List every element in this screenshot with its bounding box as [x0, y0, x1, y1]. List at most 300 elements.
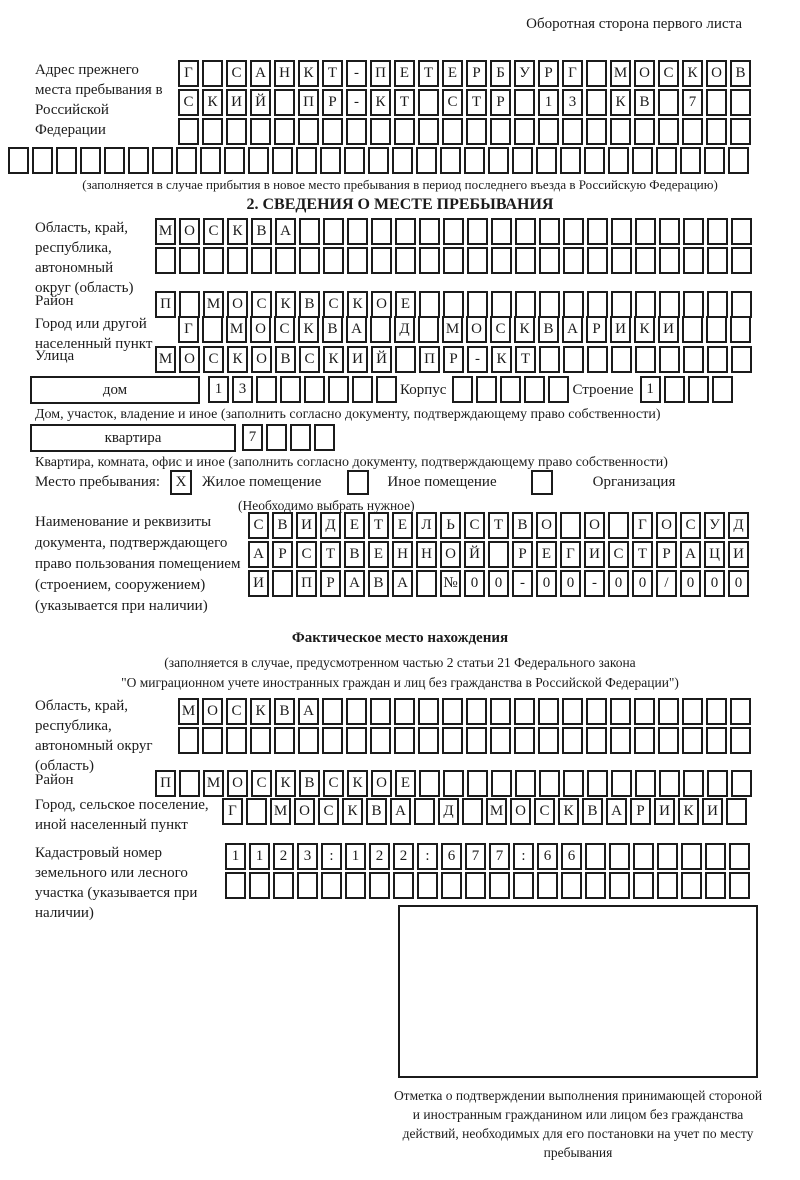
char-box — [304, 376, 325, 403]
char-box — [514, 727, 535, 754]
char-box: С — [464, 512, 485, 539]
char-box — [659, 770, 680, 797]
char-box: К — [610, 89, 631, 116]
char-box: В — [582, 798, 603, 825]
option-other-premises-label: Иное помещение — [387, 474, 497, 490]
char-box — [731, 346, 752, 373]
char-box: Е — [392, 512, 413, 539]
char-box: - — [346, 89, 367, 116]
char-box — [465, 872, 486, 899]
char-box: М — [442, 316, 463, 343]
char-box: С — [203, 346, 224, 373]
char-box — [705, 843, 726, 870]
char-box — [609, 872, 630, 899]
char-box: Ь — [440, 512, 461, 539]
char-box — [466, 727, 487, 754]
char-box: Р — [512, 541, 533, 568]
district-label: Район — [35, 293, 74, 309]
char-box: С — [251, 770, 272, 797]
char-row — [178, 89, 800, 116]
char-box — [418, 118, 439, 145]
region-label: Область, край, республика, автономный округ (область) — [35, 220, 134, 296]
char-box — [272, 570, 293, 597]
char-row — [155, 346, 800, 373]
char-box: / — [656, 570, 677, 597]
char-box: - — [467, 346, 488, 373]
char-box: Г — [562, 60, 583, 87]
char-box — [250, 118, 271, 145]
char-box: П — [296, 570, 317, 597]
char-box: К — [275, 291, 296, 318]
char-box: Е — [344, 512, 365, 539]
stamp-caption: Отметка о подтверждении выполнения принимающей стороной и иностранным гражданином или лицом без гражданства действий, необходимых для его постановки на учет по месту пребывания — [393, 1088, 763, 1160]
char-box — [706, 89, 727, 116]
char-box — [539, 346, 560, 373]
char-box: 1 — [208, 376, 229, 403]
char-box — [152, 147, 173, 174]
checkbox-other-premises — [347, 470, 369, 495]
char-box — [273, 872, 294, 899]
char-box — [730, 316, 751, 343]
char-box — [368, 147, 389, 174]
char-box: 7 — [465, 843, 486, 870]
char-box: О — [227, 770, 248, 797]
char-box: Д — [394, 316, 415, 343]
korpus-label: Корпус — [400, 382, 447, 398]
char-box — [707, 247, 728, 274]
char-box: Е — [395, 770, 416, 797]
char-box — [707, 346, 728, 373]
char-box — [442, 118, 463, 145]
char-box — [548, 376, 569, 403]
char-box — [632, 147, 653, 174]
char-box — [452, 376, 473, 403]
char-box: - — [584, 570, 605, 597]
char-box: М — [610, 60, 631, 87]
char-box: И — [347, 346, 368, 373]
char-box — [352, 376, 373, 403]
char-box — [251, 247, 272, 274]
char-box: М — [486, 798, 507, 825]
char-box — [266, 424, 287, 451]
char-box — [729, 872, 750, 899]
char-box: С — [178, 89, 199, 116]
char-box: Р — [656, 541, 677, 568]
char-box — [680, 147, 701, 174]
char-box: Н — [392, 541, 413, 568]
char-box: С — [248, 512, 269, 539]
char-box — [563, 247, 584, 274]
char-box — [344, 147, 365, 174]
field-house — [0, 376, 800, 424]
char-box — [176, 147, 197, 174]
char-box: С — [442, 89, 463, 116]
char-box: В — [322, 316, 343, 343]
char-box: О — [250, 316, 271, 343]
char-box: М — [226, 316, 247, 343]
char-box — [681, 872, 702, 899]
char-box: Т — [466, 89, 487, 116]
char-box — [683, 218, 704, 245]
char-box — [730, 89, 751, 116]
char-box: Т — [632, 541, 653, 568]
char-box: С — [251, 291, 272, 318]
char-box — [563, 346, 584, 373]
char-box — [394, 727, 415, 754]
char-box — [707, 218, 728, 245]
char-box — [394, 118, 415, 145]
char-box: Н — [274, 60, 295, 87]
char-row — [208, 376, 400, 404]
char-box — [608, 512, 629, 539]
char-box: Ц — [704, 541, 725, 568]
char-box — [633, 872, 654, 899]
apartment-box-label: квартира — [30, 424, 236, 452]
char-box — [32, 147, 53, 174]
char-box: Р — [538, 60, 559, 87]
char-box — [515, 218, 536, 245]
char-box — [467, 218, 488, 245]
char-box — [322, 727, 343, 754]
char-box — [611, 346, 632, 373]
char-box: Д — [728, 512, 749, 539]
char-box: 6 — [537, 843, 558, 870]
char-box — [560, 512, 581, 539]
char-box: О — [371, 291, 392, 318]
char-box: В — [299, 291, 320, 318]
char-box: 0 — [632, 570, 653, 597]
char-box — [707, 770, 728, 797]
char-box — [488, 147, 509, 174]
char-box — [392, 147, 413, 174]
char-box: А — [344, 570, 365, 597]
actual-region-label: Область, край, республика, автономный округ (область) — [35, 698, 153, 774]
char-box — [683, 770, 704, 797]
char-box — [442, 727, 463, 754]
char-box — [203, 247, 224, 274]
char-box — [585, 843, 606, 870]
char-box — [414, 798, 435, 825]
char-box: Г — [632, 512, 653, 539]
char-box — [227, 247, 248, 274]
char-box: С — [203, 218, 224, 245]
char-box — [658, 118, 679, 145]
char-box: : — [417, 843, 438, 870]
char-box: У — [514, 60, 535, 87]
char-box — [491, 218, 512, 245]
char-box — [730, 698, 751, 725]
char-box — [369, 872, 390, 899]
field-document — [0, 512, 800, 614]
char-row — [248, 541, 800, 568]
char-box — [250, 727, 271, 754]
char-box: О — [634, 60, 655, 87]
char-box — [290, 424, 311, 451]
char-box: М — [270, 798, 291, 825]
char-box — [586, 89, 607, 116]
char-box: Л — [416, 512, 437, 539]
char-box — [443, 247, 464, 274]
char-box: К — [370, 89, 391, 116]
char-box — [418, 698, 439, 725]
street-label: Улица — [35, 348, 75, 364]
char-box — [155, 247, 176, 274]
char-box — [376, 376, 397, 403]
char-box: Г — [178, 60, 199, 87]
char-box: С — [658, 60, 679, 87]
char-box — [346, 698, 367, 725]
char-box: 2 — [273, 843, 294, 870]
char-box — [683, 346, 704, 373]
char-box: Т — [515, 346, 536, 373]
char-box: К — [298, 60, 319, 87]
char-box — [586, 118, 607, 145]
char-box — [657, 843, 678, 870]
prev-address-label: Адрес прежнего места пребывания в Российской Федерации — [35, 62, 163, 138]
char-box: 7 — [242, 424, 263, 451]
house-box-label: дом — [30, 376, 200, 404]
char-box: К — [514, 316, 535, 343]
char-box: О — [440, 541, 461, 568]
char-box: Т — [320, 541, 341, 568]
char-box — [682, 727, 703, 754]
char-box — [178, 727, 199, 754]
char-row — [178, 118, 800, 145]
char-box — [610, 698, 631, 725]
char-box — [418, 727, 439, 754]
char-box — [490, 118, 511, 145]
char-box — [587, 770, 608, 797]
char-box — [256, 376, 277, 403]
char-box: 7 — [682, 89, 703, 116]
char-box: К — [227, 218, 248, 245]
char-box: П — [155, 770, 176, 797]
char-box: М — [155, 218, 176, 245]
char-box: - — [512, 570, 533, 597]
char-box — [323, 218, 344, 245]
char-box — [370, 316, 391, 343]
char-box — [611, 247, 632, 274]
char-box — [128, 147, 149, 174]
char-box — [202, 727, 223, 754]
char-box — [561, 872, 582, 899]
char-box — [634, 698, 655, 725]
char-box — [538, 118, 559, 145]
char-box: Г — [560, 541, 581, 568]
char-box: М — [178, 698, 199, 725]
char-box: 0 — [704, 570, 725, 597]
char-box — [321, 872, 342, 899]
char-box — [587, 247, 608, 274]
char-box — [731, 770, 752, 797]
char-box: Т — [368, 512, 389, 539]
char-box — [323, 247, 344, 274]
char-box — [370, 118, 391, 145]
char-box: 0 — [536, 570, 557, 597]
char-box: И — [610, 316, 631, 343]
char-box: К — [323, 346, 344, 373]
char-box — [275, 247, 296, 274]
char-row — [222, 798, 800, 825]
char-box — [730, 727, 751, 754]
char-box: 3 — [297, 843, 318, 870]
char-box — [491, 770, 512, 797]
field-prev-address — [0, 60, 800, 194]
char-box: О — [466, 316, 487, 343]
field-actual-city — [0, 795, 800, 833]
char-box — [658, 698, 679, 725]
char-box: К — [275, 770, 296, 797]
char-box — [515, 770, 536, 797]
actual-location-caption-2: "О миграционном учете иностранных граждан и лиц без гражданства в Российской Федерации") — [121, 675, 679, 690]
char-row — [178, 60, 800, 87]
char-box — [560, 147, 581, 174]
char-box: С — [323, 770, 344, 797]
char-box — [488, 541, 509, 568]
char-box: П — [298, 89, 319, 116]
char-box: В — [538, 316, 559, 343]
char-box: В — [512, 512, 533, 539]
char-box — [178, 118, 199, 145]
char-box — [490, 698, 511, 725]
char-box: К — [347, 291, 368, 318]
char-box: Й — [250, 89, 271, 116]
char-box — [634, 118, 655, 145]
char-box — [464, 147, 485, 174]
char-box: А — [275, 218, 296, 245]
char-box: 0 — [680, 570, 701, 597]
char-box: Т — [394, 89, 415, 116]
char-box — [467, 247, 488, 274]
char-box: С — [226, 698, 247, 725]
char-box: 1 — [640, 376, 661, 403]
char-row — [178, 698, 800, 725]
char-box: - — [346, 60, 367, 87]
char-box — [395, 247, 416, 274]
char-box: 1 — [225, 843, 246, 870]
char-box — [706, 727, 727, 754]
char-box: 2 — [369, 843, 390, 870]
char-box — [441, 872, 462, 899]
char-box: О — [227, 291, 248, 318]
char-box — [202, 118, 223, 145]
char-box: А — [250, 60, 271, 87]
char-box — [416, 147, 437, 174]
char-box — [56, 147, 77, 174]
char-box — [489, 872, 510, 899]
char-box: Е — [536, 541, 557, 568]
char-box — [466, 698, 487, 725]
char-box — [299, 247, 320, 274]
char-row — [248, 570, 800, 597]
char-box — [538, 727, 559, 754]
char-box — [443, 770, 464, 797]
char-box — [248, 147, 269, 174]
char-box: Б — [490, 60, 511, 87]
char-box: В — [275, 346, 296, 373]
char-box — [226, 118, 247, 145]
char-box — [225, 872, 246, 899]
char-box: А — [680, 541, 701, 568]
char-row — [155, 218, 800, 245]
char-box — [706, 118, 727, 145]
char-box — [664, 376, 685, 403]
char-box — [297, 872, 318, 899]
char-box — [524, 376, 545, 403]
char-box — [347, 247, 368, 274]
option-organization-label: Организация — [592, 474, 676, 490]
char-row — [248, 512, 800, 539]
char-box — [418, 89, 439, 116]
stay-type-label: Место пребывания: — [35, 474, 160, 490]
char-box — [393, 872, 414, 899]
char-box: И — [584, 541, 605, 568]
char-box: П — [370, 60, 391, 87]
char-box: Т — [322, 60, 343, 87]
char-box — [179, 770, 200, 797]
confirmation-stamp-box — [398, 905, 758, 1078]
char-box: В — [344, 541, 365, 568]
char-box: Р — [466, 60, 487, 87]
char-row — [452, 376, 572, 404]
char-box: 0 — [728, 570, 749, 597]
char-box — [635, 346, 656, 373]
char-box — [371, 247, 392, 274]
char-box: К — [202, 89, 223, 116]
stay-type-note: (Необходимо выбрать нужное) — [238, 498, 415, 513]
char-box — [328, 376, 349, 403]
apartment-caption: Квартира, комната, офис и иное (заполнить согласно документу, подтверждающему право собственности) — [35, 455, 668, 470]
char-box — [682, 118, 703, 145]
char-box — [705, 872, 726, 899]
section2-title: 2. СВЕДЕНИЯ О МЕСТЕ ПРЕБЫВАНИЯ — [246, 196, 554, 213]
char-box: Р — [490, 89, 511, 116]
char-box — [476, 376, 497, 403]
char-box: С — [274, 316, 295, 343]
char-row — [225, 843, 800, 870]
char-box — [513, 872, 534, 899]
char-box: Й — [371, 346, 392, 373]
char-box: С — [299, 346, 320, 373]
char-box: И — [702, 798, 723, 825]
char-box: С — [318, 798, 339, 825]
field-stay-type — [0, 470, 800, 515]
actual-city-label: Город, сельское поселение, иной населенный пункт — [35, 797, 209, 833]
char-box: Р — [443, 346, 464, 373]
char-box — [320, 147, 341, 174]
document-label: Наименование и реквизиты документа, подтверждающего право пользования помещением (строением, сооружением) (указывается при наличии) — [35, 514, 241, 614]
checkbox-residential: X — [170, 470, 192, 495]
char-box: О — [536, 512, 557, 539]
char-box — [226, 727, 247, 754]
prev-address-caption: (заполняется в случае прибытия в новое место пребывания в период последнего въезда в Российскую Федерацию) — [82, 177, 718, 192]
char-box: К — [682, 60, 703, 87]
char-box: Р — [630, 798, 651, 825]
char-box — [608, 147, 629, 174]
char-box: О — [371, 770, 392, 797]
char-box — [587, 346, 608, 373]
char-box — [656, 147, 677, 174]
char-box — [491, 247, 512, 274]
char-box: К — [678, 798, 699, 825]
char-box — [514, 698, 535, 725]
char-box — [586, 698, 607, 725]
char-box — [515, 247, 536, 274]
char-box: С — [534, 798, 555, 825]
char-box — [562, 698, 583, 725]
char-box — [658, 727, 679, 754]
char-box: Т — [488, 512, 509, 539]
